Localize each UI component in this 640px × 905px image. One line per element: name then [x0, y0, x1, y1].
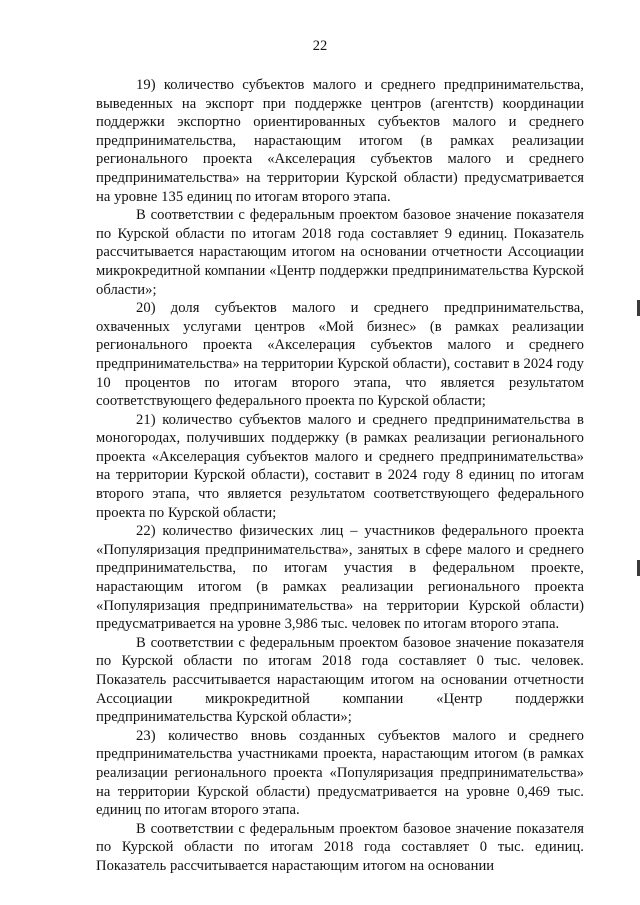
paragraph-item-19: 19) количество субъектов малого и среднего предпринимательства, выведенных на экспорт при поддержке центров (агентств) координации поддержки экспортно ориентированных субъектов малого и среднего предпринимательства, нарастающим итогом (в рамках реализации регионального проекта «Акселерация субъектов малого и среднего предпринимательства» на территории Курской области) предусматривается на уровне 135 единиц по итогам второго этапа.	[96, 77, 584, 205]
body-text	[96, 76, 584, 876]
paragraph-item-22: 22) количество физических лиц – участников федерального проекта «Популяризация предпринимательства», занятых в сфере малого и среднего предпринимательства, по итогам участия в федеральном проекте, нарастающим итогом (в рамках реализации регионального проекта «Популяризация предпринимательства» на территории Курской области) предусматривается на уровне 3,986 тыс. человек по итогам второго этапа.	[96, 523, 584, 633]
paragraph-item-23: 23) количество вновь созданных субъектов малого и среднего предпринимательства участниками проекта, нарастающим итогом (в рамках реализации регионального проекта «Популяризация предпринимательства» на территории Курской области) предусматривается на уровне 0,469 тыс. единиц по итогам второго этапа.	[96, 727, 584, 819]
paragraph-baseline-23: В соответствии с федеральным проектом базовое значение показателя по Курской области по итогам 2018 года составляет 0 тыс. единиц. Показатель рассчитывается нарастающим итогом на основании	[96, 820, 584, 874]
page-number: 22	[312, 38, 328, 54]
paragraph-baseline-19: В соответствии с федеральным проектом базовое значение показателя по Курской области по итогам 2018 года составляет 9 единиц. Показатель рассчитывается нарастающим итогом на основании отчетности Ассоциации микрокредитной компании «Центр поддержки предпринимательства Курской области»;	[96, 207, 584, 298]
paragraph-item-21: 21) количество субъектов малого и среднего предпринимательства в моногородах, получивших поддержку (в рамках реализации регионального проекта «Акселерация субъектов малого и среднего предпринимательства» на территории Курской области), составит в 2024 году 8 единиц по итогам второго этапа, что является результатом соответствующего федерального проекта по Курской области;	[96, 411, 584, 521]
paragraph-item-20: 20) доля субъектов малого и среднего предпринимательства, охваченных услугами центров «Мой бизнес» (в рамках реализации регионального проекта «Акселерация субъектов малого и среднего предпринимательства» на территории Курской области), составит в 2024 году 10 процентов по итогам второго этапа, что является результатом соответствующего федерального проекта по Курской области;	[96, 300, 584, 410]
paragraph-baseline-22: В соответствии с федеральным проектом базовое значение показателя по Курской области по итогам 2018 года составляет 0 тыс. человек. Показатель рассчитывается нарастающим итогом на основании отчетности Ассоциации микрокредитной компании «Центр поддержки предпринимательства Курской области»;	[96, 634, 584, 726]
